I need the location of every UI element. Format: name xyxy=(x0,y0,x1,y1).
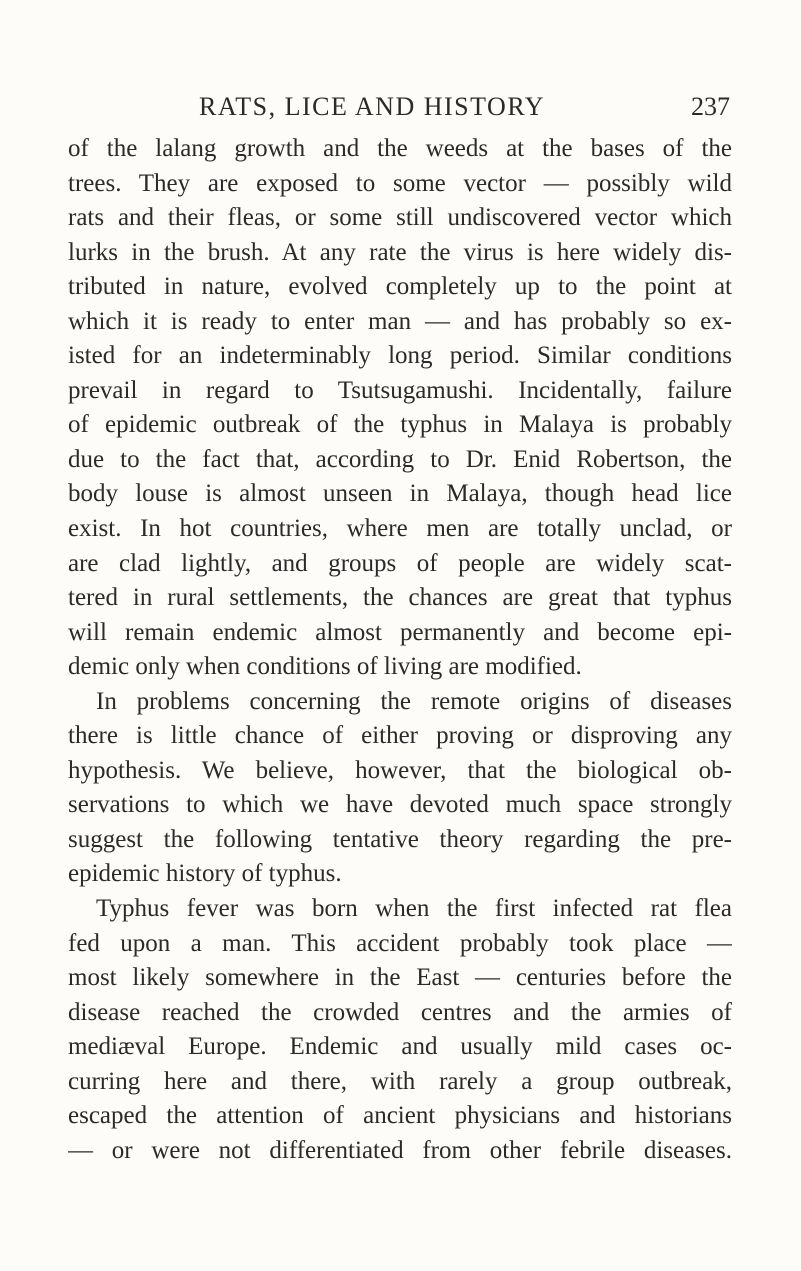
text-line: lurks in the brush. At any rate the virus is here widely dis- xyxy=(68,238,732,266)
text-line: In problems concerning the remote origins of diseases xyxy=(96,687,732,715)
text-line: trees. They are exposed to some vector — possibly wild xyxy=(68,169,732,197)
text-line: disease reached the crowded centres and the armies of xyxy=(68,998,732,1026)
body-text xyxy=(68,132,732,1168)
text-line: prevail in regard to Tsutsugamushi. Incidentally, failure xyxy=(68,376,732,404)
text-line: curring here and there, with rarely a group outbreak, xyxy=(68,1067,732,1095)
running-head-title: RATS, LICE AND HISTORY xyxy=(199,92,546,121)
text-line: epidemic history of typhus. xyxy=(68,860,342,888)
text-line: mediæval Europe. Endemic and usually mild cases oc- xyxy=(68,1033,732,1061)
text-line: most likely somewhere in the East — centuries before the xyxy=(68,964,732,992)
text-line: body louse is almost unseen in Malaya, though head lice xyxy=(68,480,732,508)
text-line: are clad lightly, and groups of people are widely scat- xyxy=(68,549,732,577)
page-number: 237 xyxy=(691,92,730,121)
text-line: of the lalang growth and the weeds at the bases of the xyxy=(68,135,732,162)
text-line: hypothesis. We believe, however, that the biological ob- xyxy=(68,756,732,784)
text-line: demic only when conditions of living are modified. xyxy=(68,653,582,681)
text-line: Typhus fever was born when the first infected rat flea xyxy=(96,895,732,923)
text-line: will remain endemic almost permanently and become epi- xyxy=(68,618,732,646)
text-line: — or were not differentiated from other febrile diseases. xyxy=(68,1136,732,1164)
text-line: suggest the following tentative theory regarding the pre- xyxy=(68,825,732,853)
text-line: tributed in nature, evolved completely up to the point at xyxy=(68,273,732,301)
text-line: isted for an indeterminably long period. Similar conditions xyxy=(68,342,732,370)
text-line: tered in rural settlements, the chances are great that typhus xyxy=(68,584,732,612)
text-line: of epidemic outbreak of the typhus in Malaya is probably xyxy=(68,411,732,439)
text-line: due to the fact that, according to Dr. Enid Robertson, the xyxy=(68,445,732,473)
text-line: escaped the attention of ancient physicians and historians xyxy=(68,1102,732,1130)
text-line: rats and their fleas, or some still undiscovered vector which xyxy=(68,204,732,232)
text-line: exist. In hot countries, where men are totally unclad, or xyxy=(68,515,732,543)
text-line: which it is ready to enter man — and has probably so ex- xyxy=(68,307,732,335)
text-line: there is little chance of either proving or disproving any xyxy=(68,722,732,750)
text-line: servations to which we have devoted much space strongly xyxy=(68,791,732,819)
text-line: fed upon a man. This accident probably took place — xyxy=(68,929,732,957)
